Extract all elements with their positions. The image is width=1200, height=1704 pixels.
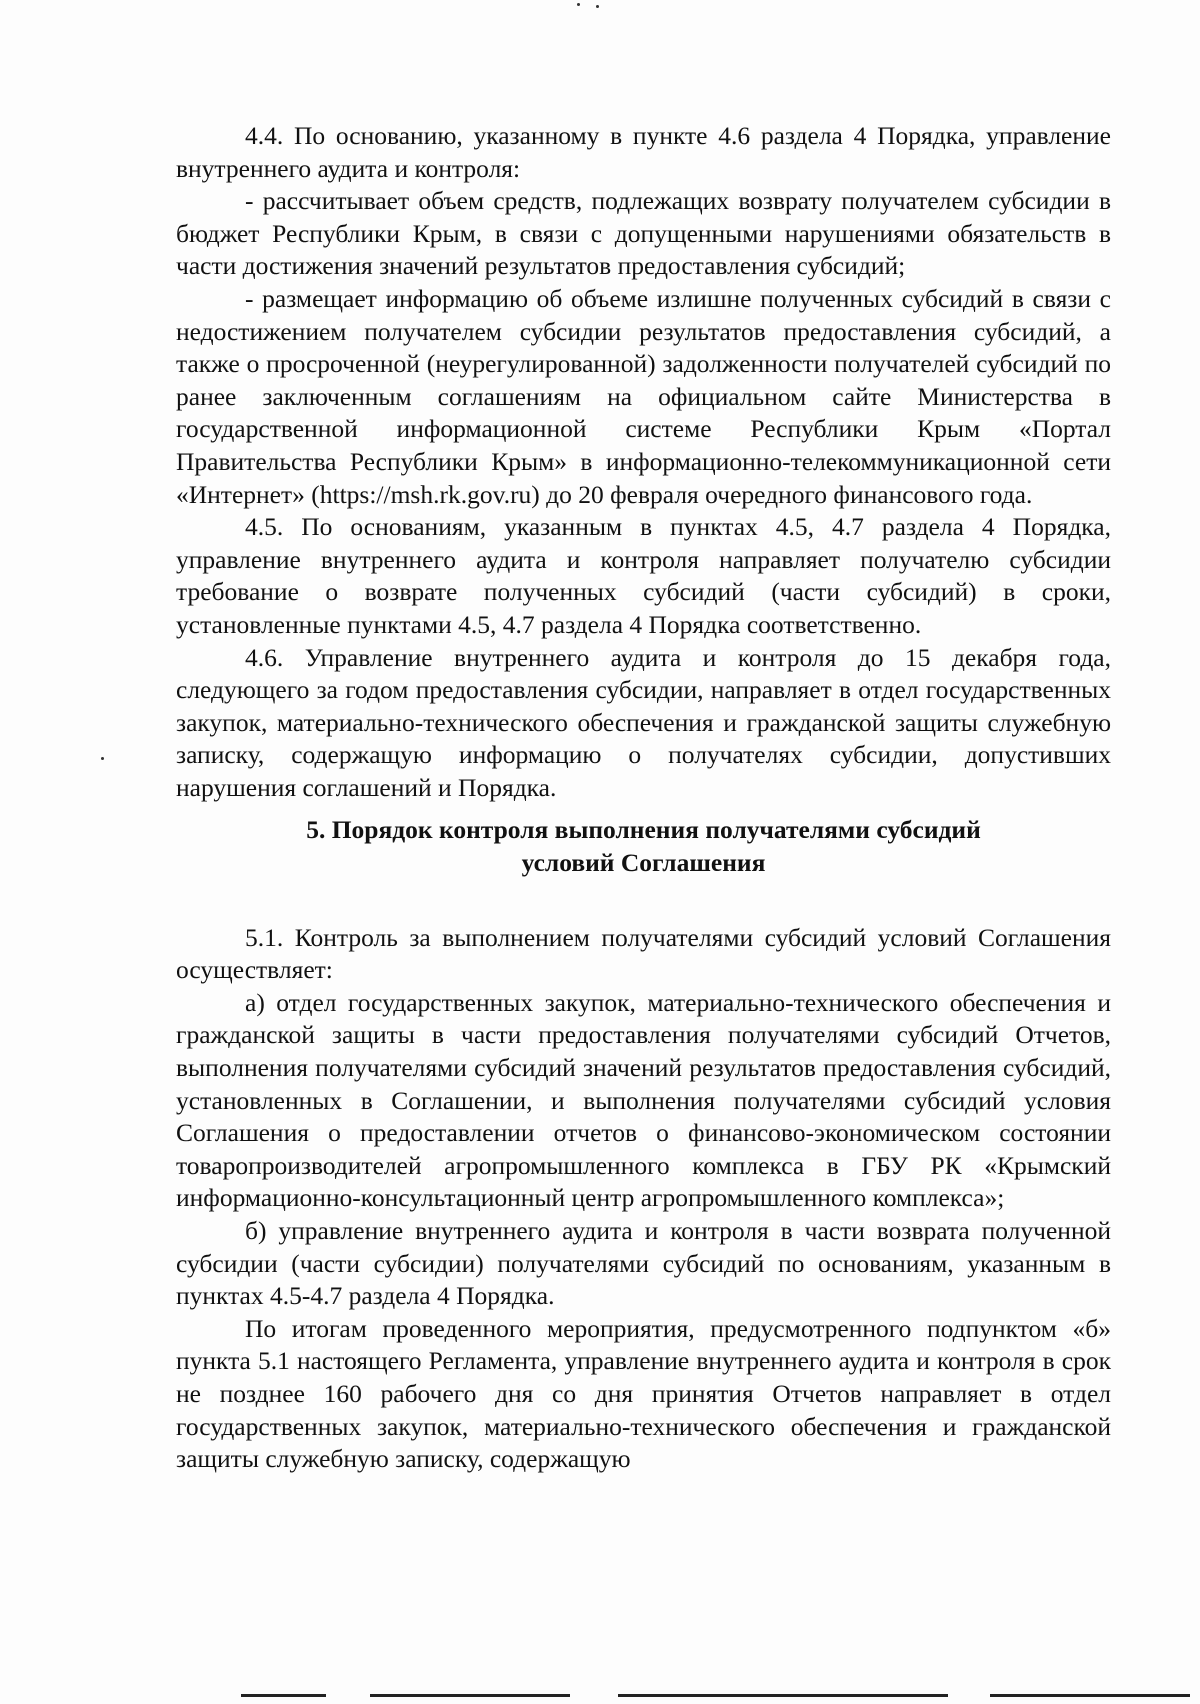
paragraph-4-4: 4.4. По основанию, указанному в пункте 4.6 раздела 4 Порядка, управление внутреннего аудита и контроля:: [176, 121, 1111, 183]
paragraph-4-6: 4.6. Управление внутреннего аудита и контроля до 15 декабря года, следующего за годом предоставления субсидии, направляет в отдел государственных закупок, материально-технического обеспечения и гражданской защиты служебную записку, содержащую информацию о получателях субсидии, допустивших нарушения соглашений и Порядка.: [176, 642, 1111, 802]
scan-speck: [577, 3, 580, 6]
document-body: [176, 120, 1111, 1476]
paragraph-5-1-b: б) управление внутреннего аудита и контроля в части возврата полученной субсидии (части субсидии) получателями субсидий по основаниям, указанным в пунктах 4.5-4.7 раздела 4 Порядка.: [176, 1216, 1111, 1311]
paragraph-5-1: 5.1. Контроль за выполнением получателями субсидий условий Соглашения осуществляет:: [176, 922, 1111, 985]
paragraph-4-5: 4.5. По основаниям, указанным в пунктах 4.5, 4.7 раздела 4 Порядка, управление внутреннего аудита и контроля направляет получателю субсидии требование о возврате полученных субсидий (части субсидий) в сроки, установленные пунктами 4.5, 4.7 раздела 4 Порядка соответственно.: [176, 512, 1111, 639]
scan-speck: [101, 757, 104, 760]
section-5-heading: [176, 814, 1111, 879]
paragraph-results: По итогам проведенного мероприятия, предусмотренного подпунктом «б» пункта 5.1 настоящего Регламента, управление внутреннего аудита и контроля в срок не позднее 160 рабочего дня со дня принятия Отчетов направляет в отдел государственных закупок, материально-технического обеспечения и гражданской защиты служебную записку, содержащую: [176, 1313, 1111, 1474]
scan-artifact-line: [241, 1694, 326, 1697]
paragraph-5-1-a: а) отдел государственных закупок, материально-технического обеспечения и гражданской защиты в части предоставления получателями субсидий Отчетов, выполнения получателями субсидий значений результатов предоставления субсидий, установленных в Соглашении, и выполнения получателями субсидий условия Соглашения о предоставлении отчетов о финансово-экономическом состоянии товаропроизводителей агропромышленного комплекса в ГБУ РК «Крымский информационно-консультационный центр агропромышленного комплекса»;: [176, 987, 1111, 1213]
paragraph-4-4-item-2: - размещает информацию об объеме излишне полученных субсидий в связи с недостижением получателем субсидии результатов предоставления субсидий, а также о просроченной (неурегулированной) задолженности получателей субсидий по ранее заключенным соглашениям на официальном сайте Министерства в государственной информационной системе Республики Крым «Портал Правительства Республики Крым» в информационно-телекоммуникационной сети «Интернет» (https://msh.rk.gov.ru) до 20 февраля очередного финансового года.: [176, 283, 1111, 509]
section-5-heading-line-1: 5. Порядок контроля выполнения получателями субсидий: [306, 815, 981, 845]
scan-artifact-line: [370, 1694, 570, 1697]
scan-artifact-line: [990, 1694, 1190, 1697]
scan-artifact-line: [618, 1694, 948, 1697]
paragraph-4-4-item-1: - рассчитывает объем средств, подлежащих возврату получателем субсидии в бюджет Республики Крым, в связи с допущенными нарушениями обязательств в части достижения значений результатов предоставления субсидий;: [176, 186, 1111, 281]
scan-speck: [596, 5, 599, 8]
section-5-heading-line-2: условий Соглашения: [521, 848, 766, 878]
